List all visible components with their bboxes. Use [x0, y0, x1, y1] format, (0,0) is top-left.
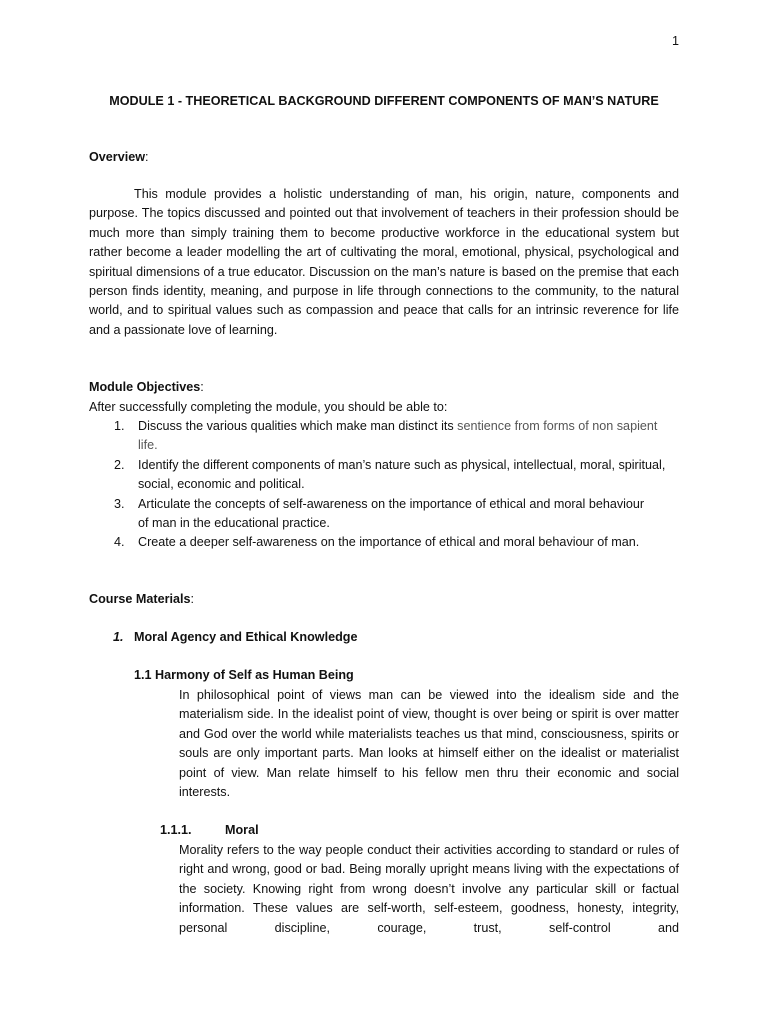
- objective-text: Articulate the concepts of self-awareness on the importance of ethical and moral behaviour of man in the educational practice.: [138, 496, 645, 531]
- objectives-heading: [89, 378, 679, 397]
- page-title: MODULE 1 - THEORETICAL BACKGROUND DIFFERENT COMPONENTS OF MAN’S NATURE: [109, 94, 659, 108]
- subsection-1-1-1-number: 1.1.1.: [160, 823, 192, 837]
- section-1-title: Moral Agency and Ethical Knowledge: [134, 630, 358, 644]
- subsection-1-1-1-paragraph: Morality refers to the way people conduct their activities according to standard or rules of right and wrong, good or bad. Being morally upright means living with the expectations of the society. Knowing right from wrong doesn’t involve any particular skill or factual information. These values are self-worth, self-esteem, goodness, honesty, integrity, personal discipline, courage, trust, self-control and: [179, 843, 679, 935]
- course-materials-heading: [89, 590, 679, 609]
- course-materials-heading-colon: :: [190, 592, 194, 606]
- overview-heading-colon: :: [145, 150, 149, 164]
- objectives-heading-label: Module Objectives: [89, 380, 201, 394]
- objective-number: 1.: [114, 419, 125, 433]
- subsection-1-1-paragraph: In philosophical point of views man can be viewed into the idealism side and the materialism side. In the idealist point of view, thought is over being or spirit is over matter and God over the world while materialists teaches us that mind, consciousness, spirits or souls are only important parts. Man looks at himself either on the idealist or materialist point of view. Man relate himself to his fellow men thru their economic and social interests.: [179, 688, 679, 800]
- section-1-number: 1.: [113, 630, 124, 644]
- subsection-1-1-1-heading: [160, 821, 680, 840]
- objective-item-4: [89, 533, 663, 552]
- section-1-heading: [113, 628, 673, 647]
- overview-heading: [89, 148, 679, 167]
- objective-text: Identify the different components of man’s nature such as physical, intellectual, moral, spiritual, social, economic and political.: [138, 457, 666, 492]
- page-number: 1: [671, 34, 679, 48]
- objective-text: Create a deeper self-awareness on the importance of ethical and moral behaviour of man.: [138, 535, 640, 550]
- subsection-1-1-heading: 1.1 Harmony of Self as Human Being: [134, 668, 354, 682]
- objective-number: 3.: [114, 496, 125, 511]
- objective-item-2: [89, 456, 679, 495]
- objective-item-3: [89, 495, 648, 534]
- objective-number: 2.: [114, 457, 125, 472]
- overview-heading-label: Overview: [89, 150, 146, 164]
- objective-text: Discuss the various qualities which make man distinct its: [138, 419, 458, 433]
- objective-number: 4.: [114, 535, 125, 550]
- objective-text-extra: sentience from forms of non sapient life.: [138, 419, 658, 453]
- subsection-1-1-1-title: Moral: [225, 823, 259, 837]
- objectives-intro: After successfully completing the module, you should be able to:: [89, 400, 448, 414]
- course-materials-heading-label: Course Materials: [89, 592, 191, 606]
- overview-paragraph: This module provides a holistic understanding of man, his origin, nature, components and purpose. The topics discussed and pointed out that involvement of teachers in their profession should be much more than simply training them to become productive workforce in the educational system but rather become a leader modelling the art of cultivating the moral, emotional, physical, psychological and spiritual dimensions of a true educator. Discussion on the man’s nature is based on the premise that each person finds identity, meaning, and purpose in life through connections to the community, to the natural world, and to spiritual values such as compassion and peace that calls for an intrinsic reverence for life and a passionate love of learning.: [89, 187, 679, 337]
- objective-item-1: [89, 417, 660, 456]
- objectives-list: [89, 417, 679, 553]
- objectives-heading-colon: :: [200, 380, 204, 394]
